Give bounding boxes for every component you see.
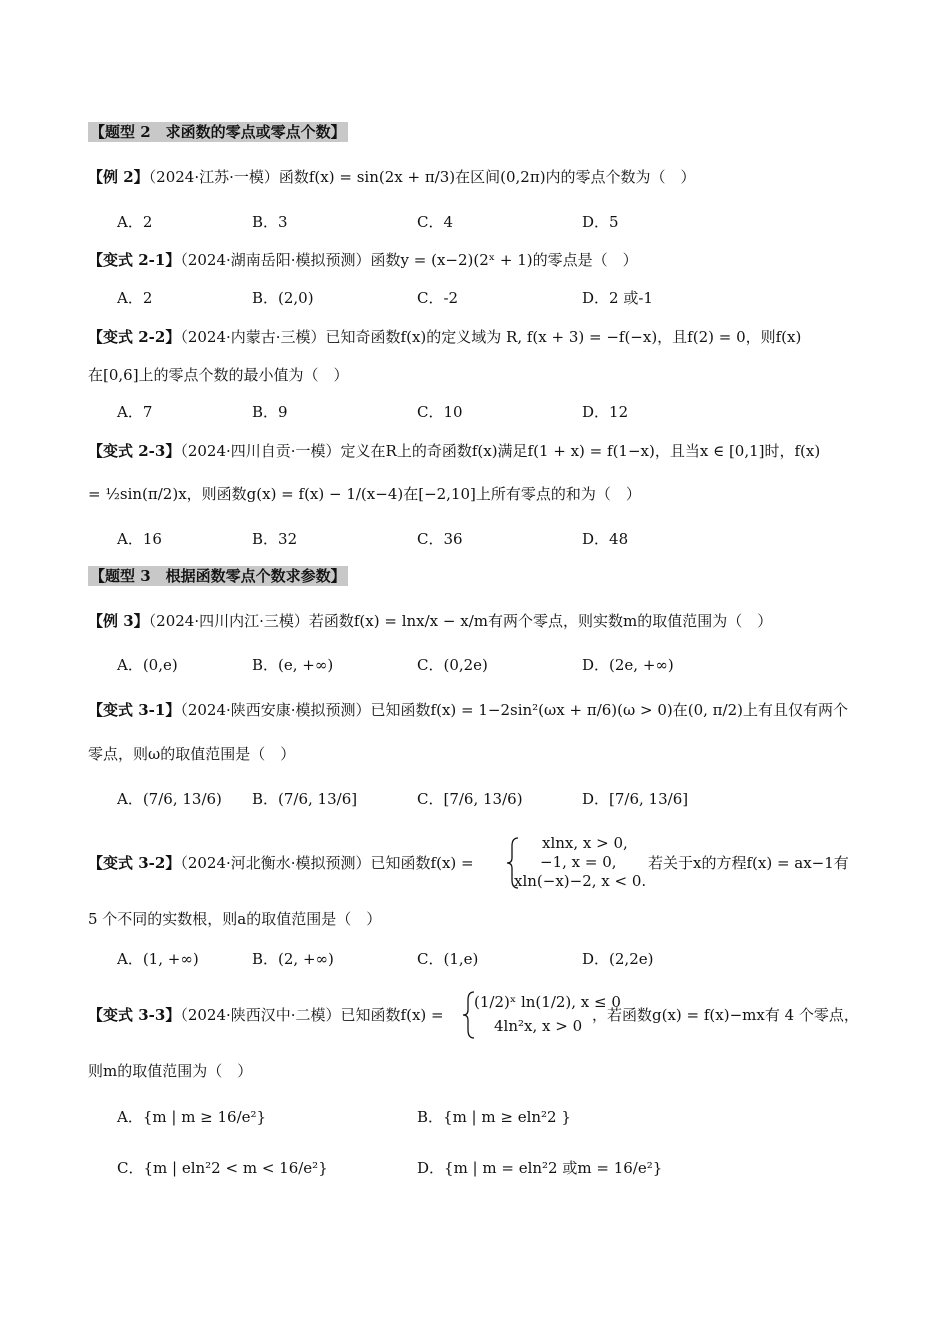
case-1: xlnx, x > 0, — [542, 834, 628, 852]
question-variant-3-1 — [88, 699, 848, 721]
option-c: C．-2 — [417, 289, 459, 307]
case-1: (1/2)ˣ ln(1/2), x ≤ 0 — [474, 993, 621, 1011]
question-variant-2-1 — [88, 249, 638, 271]
question-text: （2024·四川自贡·一模）定义在R上的奇函数f(x)满足f(1 + x) = f(1−x)，且当x ∈ [0,1]时，f(x) — [180, 442, 821, 460]
option-d: D．[7/6, 13/6] — [582, 790, 689, 808]
option-d: D．2 或-1 — [582, 289, 653, 307]
option-c: C．(0,2e) — [417, 656, 488, 674]
option-a: A．(7/6, 13/6) — [117, 790, 222, 808]
question-example-3 — [88, 610, 772, 632]
case-3: xln(−x)−2, x < 0. — [514, 872, 647, 890]
option-c: C．10 — [417, 403, 463, 421]
question-text: （2024·湖南岳阳·模拟预测）函数y = (x−2)(2ˣ + 1)的零点是（ ） — [180, 251, 638, 269]
option-a: A．2 — [117, 213, 153, 231]
question-variant-3-2 — [88, 852, 474, 874]
question-variant-3-3 — [88, 1004, 444, 1026]
question-text: （2024·江苏·一模）函数f(x) = sin(2x + π/3)在区间(0,2π)内的零点个数为（ ） — [148, 168, 696, 186]
option-d: D．(2,2e) — [582, 950, 654, 968]
option-b: B．(e, +∞) — [252, 656, 334, 674]
option-c: C．{m | eln²2 < m < 16/e²} — [117, 1159, 328, 1177]
question-tag: 【变式 3-3】 — [88, 1006, 181, 1024]
option-c: C．[7/6, 13/6) — [417, 790, 523, 808]
question-text: （2024·陕西安康·模拟预测）已知函数f(x) = 1−2sin²(ωx + π/6)(ω > 0)在(0, π/2)上有且仅有两个 — [180, 701, 848, 719]
question-text: （2024·陕西汉中·二模）已知函数f(x) = — [180, 1006, 444, 1024]
option-d: D．5 — [582, 213, 619, 231]
case-2: 4ln²x, x > 0 — [494, 1017, 583, 1035]
option-b: B．{m | m ≥ eln²2 } — [417, 1108, 571, 1126]
option-b: B．9 — [252, 403, 288, 421]
question-text: （2024·内蒙古·三模）已知奇函数f(x)的定义域为 R, f(x + 3) = −f(−x)，且f(2) = 0，则f(x) — [180, 328, 802, 346]
question-variant-2-3 — [88, 440, 820, 462]
option-b: B．(2, +∞) — [252, 950, 334, 968]
question-continuation: 零点，则ω的取值范围是（ ） — [88, 745, 296, 763]
question-text-tail: 若关于x的方程f(x) = ax−1有 — [648, 854, 849, 872]
section-header-type2: 【题型 2 求函数的零点或零点个数】 — [90, 123, 346, 141]
option-c: C．36 — [417, 530, 463, 548]
case-2: −1, x = 0, — [540, 853, 617, 871]
option-a: A．(1, +∞) — [117, 950, 199, 968]
question-tag: 【例 2】 — [88, 168, 149, 186]
question-continuation: 5 个不同的实数根，则a的取值范围是（ ） — [88, 910, 382, 928]
question-continuation: = ½sin(π/2)x，则函数g(x) = f(x) − 1/(x−4)在[−2,10]上所有零点的和为（ ） — [88, 485, 641, 503]
option-d: D．48 — [582, 530, 629, 548]
option-a: A．7 — [117, 403, 153, 421]
option-d: D．(2e, +∞) — [582, 656, 674, 674]
question-variant-2-2 — [88, 326, 801, 348]
question-tag: 【变式 2-2】 — [88, 328, 181, 346]
option-a: A．(0,e) — [117, 656, 178, 674]
question-text-tail: ，若函数g(x) = f(x)−mx有 4 个零点， — [592, 1006, 859, 1024]
option-a: A．16 — [117, 530, 162, 548]
question-text: （2024·河北衡水·模拟预测）已知函数f(x) = — [180, 854, 474, 872]
question-tag: 【变式 2-3】 — [88, 442, 181, 460]
question-text: （2024·四川内江·三模）若函数f(x) = lnx/x − x/m有两个零点，则实数m的取值范围为（ ） — [148, 612, 773, 630]
option-d: D．{m | m = eln²2 或m = 16/e²} — [417, 1159, 663, 1177]
question-tag: 【变式 3-2】 — [88, 854, 181, 872]
question-tag: 【变式 3-1】 — [88, 701, 181, 719]
question-tag: 【变式 2-1】 — [88, 251, 181, 269]
question-tag: 【例 3】 — [88, 612, 149, 630]
option-b: B．(7/6, 13/6] — [252, 790, 358, 808]
option-d: D．12 — [582, 403, 629, 421]
option-b: B．32 — [252, 530, 298, 548]
option-a: A．{m | m ≥ 16/e²} — [117, 1108, 267, 1126]
option-c: C．(1,e) — [417, 950, 479, 968]
question-continuation: 在[0,6]上的零点个数的最小值为（ ） — [88, 366, 349, 384]
section-header-type3: 【题型 3 根据函数零点个数求参数】 — [90, 567, 346, 585]
option-b: B．3 — [252, 213, 288, 231]
question-example-2 — [88, 166, 696, 188]
option-a: A．2 — [117, 289, 153, 307]
option-c: C．4 — [417, 213, 454, 231]
question-continuation: 则m的取值范围为（ ） — [88, 1062, 253, 1080]
option-b: B．(2,0) — [252, 289, 314, 307]
